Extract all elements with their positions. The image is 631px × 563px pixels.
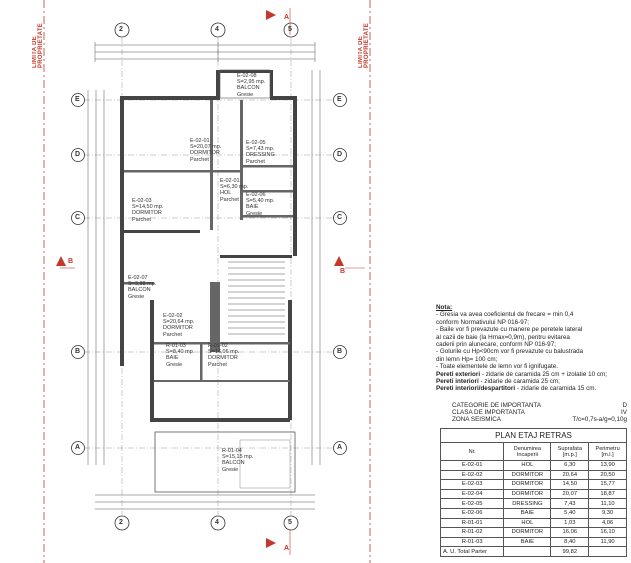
axis-bubbles-top xyxy=(115,23,298,37)
wall-spec: Pereti exteriori - zidarie de caramida 25 cm + izolatie 10 cm; xyxy=(436,370,607,378)
axis-label-top-1: 2 xyxy=(119,26,123,33)
table-header: Suprafata [m.p.] xyxy=(551,443,589,461)
note-line: din lemn Hp= 100 cm; xyxy=(436,355,498,363)
note-line: - Golurile cu Hp<90cm vor fi prevazute cu balustrada xyxy=(436,348,584,356)
room-label-hol: E-02-01 S=6,30 mp. HOL Parchet xyxy=(220,178,249,203)
axis-label-B-left: B xyxy=(75,348,81,355)
section-label-right: B xyxy=(340,268,346,275)
axis-label-bottom-2: 4 xyxy=(215,519,219,526)
axis-label-bottom-3: 5 xyxy=(288,519,292,526)
table-row: R-01-02 DORMITOR 16,06 16,10 xyxy=(441,528,627,538)
section-marker-top xyxy=(266,10,276,20)
property-limit-right-label: LIMITA DE PROPRIETATE xyxy=(358,22,370,68)
table-row: E-02-04 DORMITOR 20,07 18,87 xyxy=(441,489,627,499)
wall-spec: Pereti interiori - zidarie de caramida 25 cm; xyxy=(436,378,560,386)
note-line: - Gresia va avea coeficientul de frecare = min 0,4 xyxy=(436,311,574,319)
table-row: R-01-01 HOL 1,03 4,06 xyxy=(441,518,627,528)
section-marker-right xyxy=(334,256,344,266)
axis-label-D-left: D xyxy=(75,151,81,158)
property-limit-left-label: LIMITA DE PROPRIETATE xyxy=(32,22,44,68)
classification-row: CATEGORIE DE IMPORTANTA D xyxy=(452,402,627,409)
classification-block xyxy=(452,402,627,424)
notes-block xyxy=(436,304,626,393)
table-row: E-02-01 HOL 6,30 13,90 xyxy=(441,461,627,471)
table-row: E-02-05 DRESSING 7,43 11,10 xyxy=(441,499,627,509)
axis-label-D-right: D xyxy=(337,151,343,158)
axis-label-E-left: E xyxy=(75,96,80,103)
room-label-baie-1: E-02-06 S=5,40 mp. BAIE Gresie xyxy=(246,192,275,217)
table-header: Nr. xyxy=(441,443,504,461)
notes-title: Nota: xyxy=(436,304,453,311)
wall-spec: Pereti interiori/despartitori - zidarie de caramida 15 cm. xyxy=(436,385,597,393)
room-label-dormitor-1: E-02-01 S=20,07 mp. DORMITOR Parchet xyxy=(190,138,222,163)
axis-label-top-2: 4 xyxy=(215,26,219,33)
section-label-bottom: A xyxy=(284,545,290,552)
stair-treads xyxy=(228,262,285,334)
table-row: R-01-03 BAIE 8,40 11,90 xyxy=(441,537,627,547)
table-row: E-02-02 DORMITOR 20,64 20,50 xyxy=(441,470,627,480)
table-row: E-02-06 BAIE 5,40 9,30 xyxy=(441,508,627,518)
axis-label-A-right: A xyxy=(337,444,343,451)
room-label-dormitor-3: E-02-02 S=20,64 mp. DORMITOR Parchet xyxy=(163,313,195,338)
axis-bubbles-bottom xyxy=(115,516,298,530)
note-line: - Toate elementele de lemn vor fi ignifugate. xyxy=(436,363,559,371)
room-label-dormitor-4: R-01-02 S=16,06 mp. DORMITOR Parchet xyxy=(208,343,240,368)
exterior-walls xyxy=(120,70,297,422)
room-label-dormitor-2: E-02-03 S=14,50 mp. DORMITOR Parchet xyxy=(132,198,164,223)
axis-label-top-3: 5 xyxy=(288,26,292,33)
dimension-lines-left xyxy=(88,90,104,465)
room-label-baie-2: R-01-03 S=8,40 mp. BAIE Gresie xyxy=(166,343,195,368)
dimension-lines-top xyxy=(95,42,315,62)
axis-label-C-left: C xyxy=(75,214,81,221)
table-row: E-02-03 DORMITOR 14,50 15,77 xyxy=(441,480,627,490)
room-label-balcon-bottom: R-01-04 S=15,15 mp. BALCON Gresie xyxy=(222,448,254,473)
section-label-top: A xyxy=(284,14,290,21)
room-schedule-table xyxy=(440,428,627,557)
table-row-total: A. U. Total Parter 99,82 xyxy=(441,547,627,557)
room-label-balcon-top: E-02-08 S=2,95 mp. BALCON Gresie xyxy=(237,73,266,98)
note-line: caderii prin alunecare, conform NP 016-97; xyxy=(436,341,556,349)
axis-label-A-left: A xyxy=(75,444,81,451)
room-label-balcon-left: E-02-07 S=3,88 mp. BALCON Gresie xyxy=(128,275,157,300)
table-header: Denumirea Incaperii xyxy=(504,443,551,461)
dimension-lines-bottom xyxy=(95,495,315,509)
room-label-dressing: E-02-05 S=7,43 mp. DRESSING Parchet xyxy=(246,140,275,165)
axis-label-C-right: C xyxy=(337,214,343,221)
section-label-left: B xyxy=(68,258,74,265)
table-title: PLAN ETAJ RETRAS xyxy=(441,429,627,443)
axis-label-bottom-1: 2 xyxy=(119,519,123,526)
classification-row: CLASA DE IMPORTANTA IV xyxy=(452,409,627,417)
axis-label-E-right: E xyxy=(337,96,342,103)
axis-label-B-right: B xyxy=(337,348,343,355)
section-marker-bottom xyxy=(266,538,276,548)
note-line: conform Normativului NP 016-97; xyxy=(436,318,529,326)
note-line: - Baile vor fi prevazute cu manere pe peretele lateral xyxy=(436,326,583,334)
note-line: al cazii de baie (la Hmax=0,9m), pentru evitarea xyxy=(436,333,570,341)
dimension-lines-right xyxy=(312,70,320,465)
classification-row: ZONA SEISMICA T/c=0,7s-a/g=0,10g xyxy=(452,416,627,424)
section-marker-left xyxy=(56,256,66,266)
table-header: Perimetru [m.l.] xyxy=(589,443,627,461)
